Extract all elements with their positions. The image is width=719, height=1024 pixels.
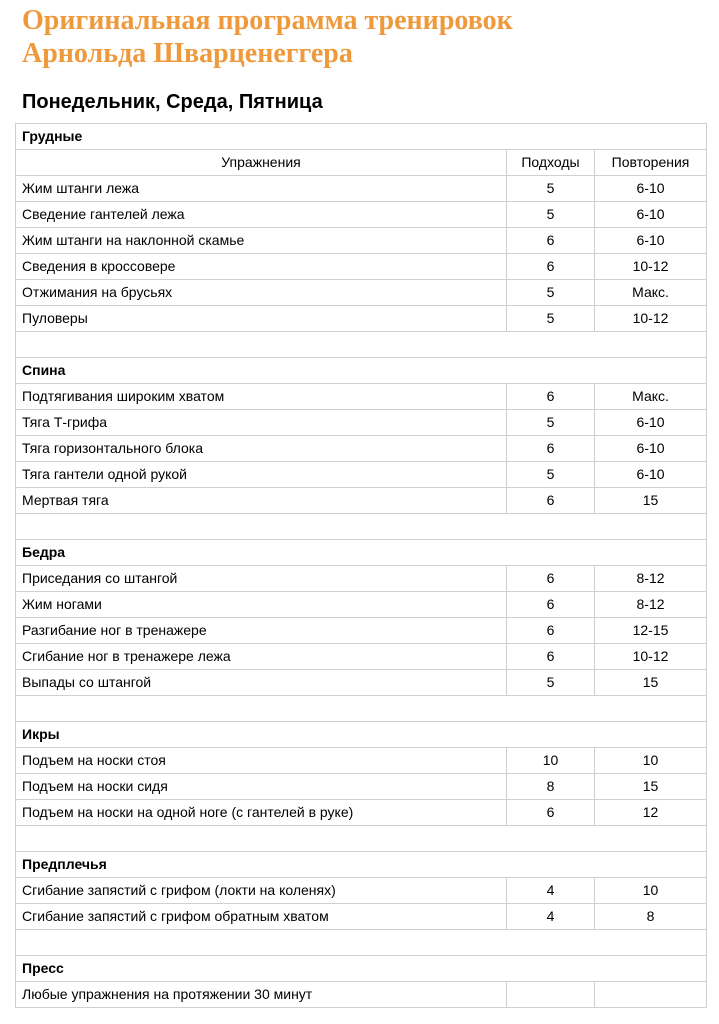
reps-cell: 8-12 [595, 566, 707, 592]
sets-cell: 6 [507, 644, 595, 670]
group-header-row [16, 956, 707, 982]
table-row [16, 306, 707, 332]
reps-cell: 10-12 [595, 644, 707, 670]
exercise-cell: Тяга горизонтального блока [16, 436, 507, 462]
reps-cell: 12-15 [595, 618, 707, 644]
reps-cell: 6-10 [595, 202, 707, 228]
table-row [16, 566, 707, 592]
exercise-cell: Подъем на носки на одной ноге (с гантелей в руке) [16, 800, 507, 826]
table-row [16, 410, 707, 436]
workout-table-body [16, 124, 707, 1008]
reps-cell: 10-12 [595, 306, 707, 332]
table-row [16, 488, 707, 514]
group-header-row [16, 722, 707, 748]
sets-cell: 6 [507, 228, 595, 254]
sets-cell: 5 [507, 280, 595, 306]
reps-cell: 6-10 [595, 410, 707, 436]
exercise-cell: Тяга гантели одной рукой [16, 462, 507, 488]
spacer-row [16, 826, 707, 852]
exercise-cell: Подтягивания широким хватом [16, 384, 507, 410]
column-header-sets: Подходы [507, 150, 595, 176]
reps-cell [595, 982, 707, 1008]
reps-cell: 8-12 [595, 592, 707, 618]
table-row [16, 670, 707, 696]
exercise-cell: Отжимания на брусьях [16, 280, 507, 306]
exercise-cell: Тяга Т-грифа [16, 410, 507, 436]
exercise-cell: Жим ногами [16, 592, 507, 618]
table-row [16, 280, 707, 306]
group-title: Предплечья [16, 852, 707, 878]
exercise-cell: Сведение гантелей лежа [16, 202, 507, 228]
group-title: Икры [16, 722, 707, 748]
reps-cell: 10 [595, 748, 707, 774]
table-row [16, 878, 707, 904]
exercise-cell: Мертвая тяга [16, 488, 507, 514]
sets-cell: 4 [507, 878, 595, 904]
exercise-cell: Жим штанги лежа [16, 176, 507, 202]
day-heading: Понедельник, Среда, Пятница [22, 91, 323, 113]
exercise-cell: Подъем на носки стоя [16, 748, 507, 774]
document-title [22, 4, 702, 70]
spacer-cell [16, 826, 707, 852]
table-row [16, 748, 707, 774]
exercise-cell: Жим штанги на наклонной скамье [16, 228, 507, 254]
sets-cell: 5 [507, 176, 595, 202]
spacer-row [16, 930, 707, 956]
spacer-row [16, 332, 707, 358]
spacer-cell [16, 930, 707, 956]
sets-cell: 6 [507, 436, 595, 462]
table-row [16, 176, 707, 202]
reps-cell: 15 [595, 488, 707, 514]
reps-cell: 6-10 [595, 176, 707, 202]
group-header-row [16, 358, 707, 384]
sets-cell: 5 [507, 306, 595, 332]
reps-cell: 15 [595, 670, 707, 696]
group-title: Спина [16, 358, 707, 384]
exercise-cell: Выпады со штангой [16, 670, 507, 696]
exercise-cell: Разгибание ног в тренажере [16, 618, 507, 644]
sets-cell: 5 [507, 410, 595, 436]
sets-cell: 6 [507, 566, 595, 592]
spacer-cell [16, 514, 707, 540]
group-title: Пресс [16, 956, 707, 982]
table-row [16, 618, 707, 644]
title-line-1: Оригинальная программа тренировок [22, 5, 513, 36]
column-header-exercise: Упражнения [16, 150, 507, 176]
table-row [16, 384, 707, 410]
spacer-row [16, 696, 707, 722]
spacer-cell [16, 696, 707, 722]
table-row [16, 644, 707, 670]
sets-cell: 6 [507, 618, 595, 644]
workout-table [15, 123, 707, 1008]
reps-cell: 8 [595, 904, 707, 930]
group-header-row [16, 540, 707, 566]
column-header-row [16, 150, 707, 176]
reps-cell: 10-12 [595, 254, 707, 280]
exercise-cell: Сгибание запястий с грифом обратным хватом [16, 904, 507, 930]
table-row [16, 982, 707, 1008]
exercise-cell: Пуловеры [16, 306, 507, 332]
exercise-cell: Сгибание запястий с грифом (локти на коленях) [16, 878, 507, 904]
reps-cell: Макс. [595, 280, 707, 306]
exercise-cell: Приседания со штангой [16, 566, 507, 592]
group-title: Грудные [16, 124, 707, 150]
sets-cell: 6 [507, 254, 595, 280]
sets-cell: 6 [507, 592, 595, 618]
exercise-cell: Сгибание ног в тренажере лежа [16, 644, 507, 670]
exercise-cell: Любые упражнения на протяжении 30 минут [16, 982, 507, 1008]
exercise-cell: Подъем на носки сидя [16, 774, 507, 800]
sets-cell: 6 [507, 384, 595, 410]
table-row [16, 774, 707, 800]
table-row [16, 254, 707, 280]
spacer-row [16, 514, 707, 540]
sets-cell: 6 [507, 800, 595, 826]
column-header-reps: Повторения [595, 150, 707, 176]
table-row [16, 462, 707, 488]
table-row [16, 436, 707, 462]
group-header-row [16, 124, 707, 150]
reps-cell: 15 [595, 774, 707, 800]
sets-cell: 4 [507, 904, 595, 930]
reps-cell: 6-10 [595, 228, 707, 254]
sets-cell: 5 [507, 670, 595, 696]
sets-cell: 5 [507, 462, 595, 488]
table-row [16, 592, 707, 618]
group-header-row [16, 852, 707, 878]
reps-cell: 6-10 [595, 436, 707, 462]
sets-cell: 5 [507, 202, 595, 228]
reps-cell: 10 [595, 878, 707, 904]
table-row [16, 800, 707, 826]
table-row [16, 202, 707, 228]
spacer-cell [16, 332, 707, 358]
group-title: Бедра [16, 540, 707, 566]
reps-cell: Макс. [595, 384, 707, 410]
reps-cell: 12 [595, 800, 707, 826]
table-row [16, 228, 707, 254]
sets-cell [507, 982, 595, 1008]
sets-cell: 6 [507, 488, 595, 514]
sets-cell: 10 [507, 748, 595, 774]
table-row [16, 904, 707, 930]
sets-cell: 8 [507, 774, 595, 800]
title-line-2: Арнольда Шварценеггера [22, 38, 353, 69]
exercise-cell: Сведения в кроссовере [16, 254, 507, 280]
reps-cell: 6-10 [595, 462, 707, 488]
